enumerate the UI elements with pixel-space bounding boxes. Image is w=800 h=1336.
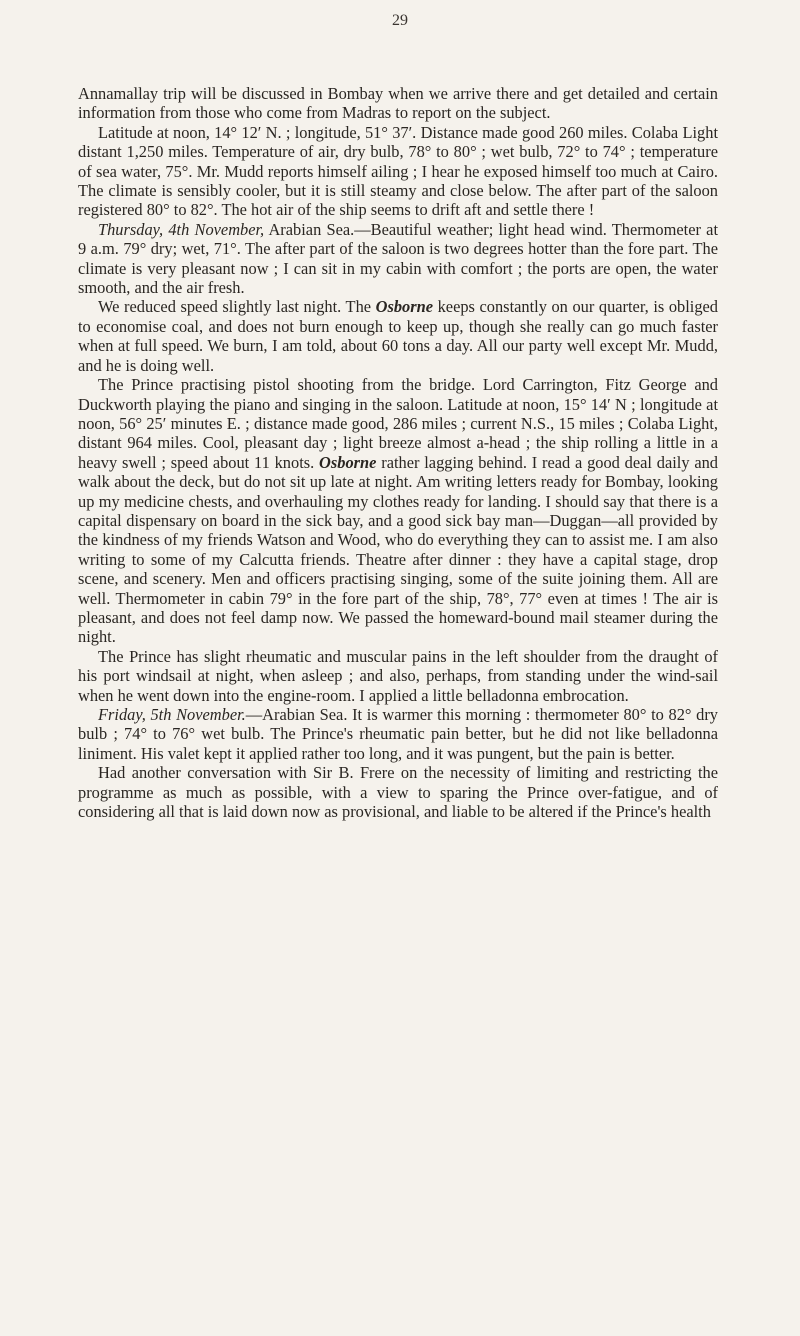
paragraph-text: Had another conversation with Sir B. Frere on the necessity of limiting and restricting the programme as much as possible, with a view to sparing the Prince over-fatigue, and of considering all that is laid down now as provisional, and liable to be altered if the Prince's health — [78, 763, 718, 822]
paragraph-text: The Prince practising pistol shooting from the bridge. Lord Carrington, Fitz George and Duckworth playing the piano and singing in the saloon. Latitude at noon, 15° 14′ N ; longitude at noon, 56° 25′ minutes E. ; distance made good, 286 miles ; current N.S., 15 miles ; Colaba Light, distant 964 miles. Cool, pleasant day ; light breeze almost a-head ; the ship rolling a little in a heavy swell ; speed about 11 knots. — [78, 375, 718, 472]
paragraph — [78, 705, 718, 763]
paragraph-text: Arabian Sea.—Beautiful weather; light head wind. Thermometer at 9 a.m. 79° dry; wet, 71°. The after part of the saloon is two degrees hotter than the fore part. The climate is very pleasant now ; I can sit in my cabin with comfort ; the ports are open, the water smooth, and the air fresh. — [78, 219, 718, 298]
paragraph — [78, 84, 718, 123]
diary-date: Friday, 5th November. — [98, 705, 246, 724]
paragraph-text: We reduced speed slightly last night. The — [98, 297, 376, 317]
ship-name: Osborne — [375, 297, 434, 317]
body-text — [78, 84, 718, 821]
paragraph — [78, 220, 718, 298]
paragraph-text: —Arabian Sea. It is warmer this morning : thermometer 80° to 82° dry bulb ; 74° to 76° wet bulb. The Prince's rheumatic pain better, but he did not like belladonna liniment. His valet kept it applied rather too long, and it was pungent, but the pain is better. — [78, 705, 718, 763]
page-number: 29 — [392, 12, 408, 29]
paragraph-text: rather lagging behind. I read a good deal daily and walk about the deck, but do not sit up late at night. Am writing letters ready for Bombay, looking up my medicine chests, and overhauling my clothes ready for landing. I should say that there is a capital dispensary on board in the sick bay, and a good sick bay man—Duggan—all provided by the kindness of my friends Watson and Wood, who do everything they can to assist me. I am also writing to some of my Calcutta friends. Theatre after dinner : they have a capital stage, drop scene, and scenery. Men and officers practising singing, some of the suite joining them. All are well. Thermometer in cabin 79° in the fore part of the ship, 78°, 77° even at times ! The air is pleasant, and does not feel damp now. We passed the homeward-bound mail steamer during the night. — [78, 452, 718, 647]
paragraph — [78, 123, 718, 220]
paragraph — [78, 763, 718, 821]
paragraph-text: The Prince has slight rheumatic and muscular pains in the left shoulder from the draught of his port windsail at night, when asleep ; and also, perhaps, from standing under the wind-sail when he went down into the engine-room. I applied a little belladonna embrocation. — [78, 646, 718, 705]
paragraph — [78, 375, 718, 647]
paragraph — [78, 647, 718, 705]
diary-date: Thursday, 4th November, — [98, 219, 265, 239]
paragraph-text: keeps constantly on our quarter, is obliged to economise coal, and does not burn enough to keep up, though she really can go much faster when at full speed. We burn, I am told, about 60 tons a day. All our party well except Mr. Mudd, and he is doing well. — [78, 297, 718, 375]
paragraph — [78, 297, 718, 375]
paragraph-text: Latitude at noon, 14° 12′ N. ; longitude, 51° 37′. Distance made good 260 miles. Colaba Light distant 1,250 miles. Temperature of air, dry bulb, 78° to 80° ; wet bulb, 72° to 74° ; temperature of sea water, 75°. Mr. Mudd reports himself ailing ; I hear he exposed himself too much at Cairo. The climate is sensibly cooler, but it is still steamy and close below. The after part of the saloon registered 80° to 82°. The hot air of the ship seems to drift aft and settle there ! — [78, 122, 718, 220]
paragraph-text: Annamallay trip will be discussed in Bombay when we arrive there and get detailed and certain information from those who come from Madras to report on the subject. — [78, 84, 718, 123]
ship-name: Osborne — [319, 452, 377, 472]
